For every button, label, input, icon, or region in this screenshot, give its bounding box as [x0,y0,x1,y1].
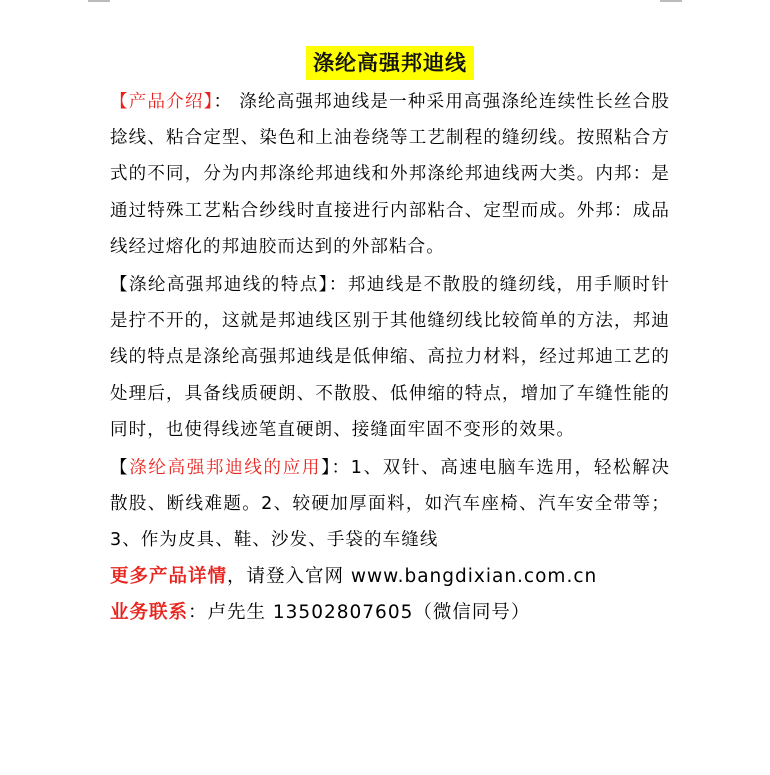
contact-text: ：卢先生 13502807605（微信同号） [188,601,531,623]
intro-body: 涤纶高强邦迪线是一种采用高强涤纶连续性长丝合股捻线、粘合定型、染色和上油卷绕等工艺制程的缝纫线。按照粘合方式的不同，分为内邦涤纶邦迪线和外邦涤纶邦迪线两大类。内邦：是通过特殊工艺粘合纱线时直接进行内部粘合、定型而成。外邦：成品线经过熔化的邦迪胶而达到的外部粘合。 [110,92,671,257]
contact-label: 业务联系 [110,601,189,623]
features-body: ：邦迪线是不散股的缝纫线，用手顺时针是拧不开的，这就是邦迪线区别于其他缝纫线比较简单的方法，邦迪线的特点是涤纶高强邦迪线是低伸缩、高拉力材料，经过邦迪工艺的处理后，具备线质硬朗、不散股、低伸缩的特点，增加了车缝性能的同时，也使得线迹笔直硬朗、接缝面牢固不变形的效果。 [110,275,670,440]
intro-separator: ： [213,92,233,112]
features-heading: 【涤纶高强邦迪线的特点】 [110,275,329,296]
applications-bracket-close: 】 [321,458,332,479]
applications-body: ：1、双针、高速电脑车选用，轻松解决散股、断线难题。2、较硬加厚面料，如汽车座椅、汽车安全带等；3、作为皮具、鞋、沙发、手袋的车缝线 [110,458,671,551]
intro-heading: 【产品介绍】 [110,92,214,112]
more-info-label: 更多产品详情 [110,565,228,587]
document-title: 涤纶高强邦迪线 [306,46,474,80]
more-info-line [110,559,670,595]
features-paragraph [110,267,670,448]
contact-line [110,595,670,631]
applications-heading: 涤纶高强邦迪线的应用 [129,458,322,479]
document-page [110,46,670,631]
intro-paragraph [110,84,670,265]
title-row [110,46,670,82]
applications-bracket-open: 【 [110,458,130,479]
more-info-text: ，请登入官网 www.bangdixian.com.cn [227,565,598,587]
applications-paragraph [110,450,670,559]
page-corner-mark-right [660,0,682,2]
page-corner-mark-left [88,0,110,2]
